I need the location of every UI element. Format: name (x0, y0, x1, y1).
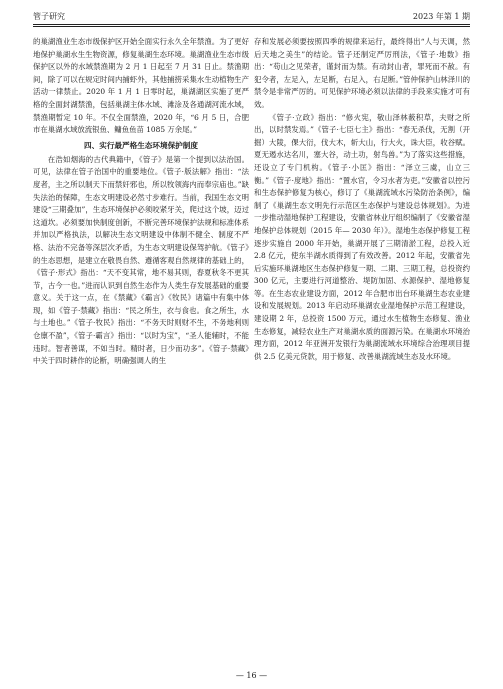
right-paragraph-1: 存和发展必须要按照四季的规律来运行，最终得出“人与天调，然后天地之美生”的结论。管子还制定严厉刑法，《管子·地数》指出：“苟山之见荣者，谨封而为禁。有动封山者，罪死而不赦。有犯令者，左足入，左足断，右足入，右足断。”管仲保护山林泽川的禁令是非常严厉的。可见保护环境必须以法律的手段来实施才可有效。 (254, 37, 470, 109)
issue-label: 2023 年第 1 期 (412, 12, 470, 21)
left-paragraph-2: 在浩如烟海的古代典籍中，《管子》是第一个提到以法治国。可见，法律在管子治国中的重要地位。《管子·版法解》指出：“法度者，主之所以制天下而禁奸邪也，所以牧领海内而奉宗庙也。”缺失法治的保障，生态文明建设必然寸步难行。当前，我国生态文明建设“三期叠加”，生态环境保护必须咬紧牙关，爬过这个坡，迈过这道坎。必须要加快制度创新，不断完善环境保护法规和标准体系并加以严格执法，以解决生态文明建设中体制不健全、制度不严格、法治不完备等深层次矛盾，为生态文明建设保驾护航。《管子》的生态思想，是建立在敬畏自然、遵循客观自然规律的基础上的，《管子·形式》指出：“天不变其常，地不易其则，春夏秋冬不更其节，古今一也。”进而认识到自然生态作为人类生存发展基础的重要意义。关于这一点，在《禁藏》《霸言》《牧民》诸篇中有集中体现，如《管子·禁藏》指出：“民之所生，衣与食也。食之所生，水与土地也。”《管子·牧民》指出：“不务天时则财不生，不务地利则仓廪不盈”，《管子·霸言》指出：“以时为宝”，“圣人能辅时，不能违时。智者善谋，不如当时。精时者，日少而功多”。《管子·禁藏》中关于四时耕作的论断，明确强调人的生 (33, 154, 249, 366)
section-title: 四、实行最严格生态环境保护制度 (84, 140, 198, 150)
page-number: — 16 — (235, 671, 268, 680)
journal-name: 管子研究 (33, 12, 65, 21)
left-paragraph-1: 的巢湖渔业生态市级保护区开始全面实行永久全年禁渔。为了更好地保护巢湖水生生物资源，修复巢湖生态环境。巢湖渔业生态市级保护区以外的水域禁渔期为 2 月 1 日起至 7 月 31 日止。禁渔期间，除了可以在规定时间内捕虾外，其他捕捞采集水生动植物生产活动一律禁止。2020 年 1 月 1 日零时起，巢湖湖区实施了更严格的全面封湖禁渔，包括巢湖主体水域、滩涂及各通湖河流水域，禁渔期暂定 10 年。不仅全面禁渔，2020 年，“6 月 5 日，合肥市在巢湖水域放流银鱼、鳙鱼鱼苗 1085 万余尾。” (33, 37, 249, 135)
header-rule-thin (33, 26, 470, 27)
left-column (33, 36, 249, 368)
header-rule (33, 24, 470, 25)
right-column (254, 36, 470, 363)
right-paragraph-2: 《管子·立政》指出：“修火宪，敬山泽林薮积草，夫财之所出，以时禁发焉。”《管子·七臣七主》指出：“春无杀伐，无割（开掘）大陵，倮大衍，伐大木，斩大山，行大火，诛大臣，收谷赋。夏无遏水达名川，塞大谷，动土功，射鸟兽。”为了落实这些措施，还设立了专门机构。《管子·小匡》指出：“泽立三虞，山立三衡。”《管子·度地》指出：“置水官，令习水者为吏。”安徽省以控污和生态保护修复为核心，修订了《巢湖流域水污染防治条例》，编制了《巢湖生态文明先行示范区生态保护与建设总体规划》。为进一步推动湿地保护工程建设，安徽省林业厅组织编制了《安徽省湿地保护总体规划（2015 年— 2030 年）》。湿地生态保护修复工程逐步实施自 2000 年开始，巢湖开展了三期清淤工程，总投入近 2.8 亿元，使东半湖水质得到了有效改善。2012 年起，安徽省先后实施环巢湖地区生态保护修复一期、二期、三期工程，总投资约 300 亿元，主要进行河道整治、堤防加固、水源保护、湿地修复等。在生态农业建设方面，2012 年合肥市出台环巢湖生态农业建设和发展规划。2013 年启动环巢湖农业湿地保护示范工程建设，建设期 2 年，总投资 1500 万元，通过水生植物生态修复、渔业生态修复，减轻农业生产对巢湖水质的面源污染。在巢湖水环境治理方面，2012 年亚洲开发银行为巢湖流域水环境综合治理项目提供 2.5 亿美元贷款，用于修复、改善巢湖流域生态及水环境。 (254, 112, 470, 361)
